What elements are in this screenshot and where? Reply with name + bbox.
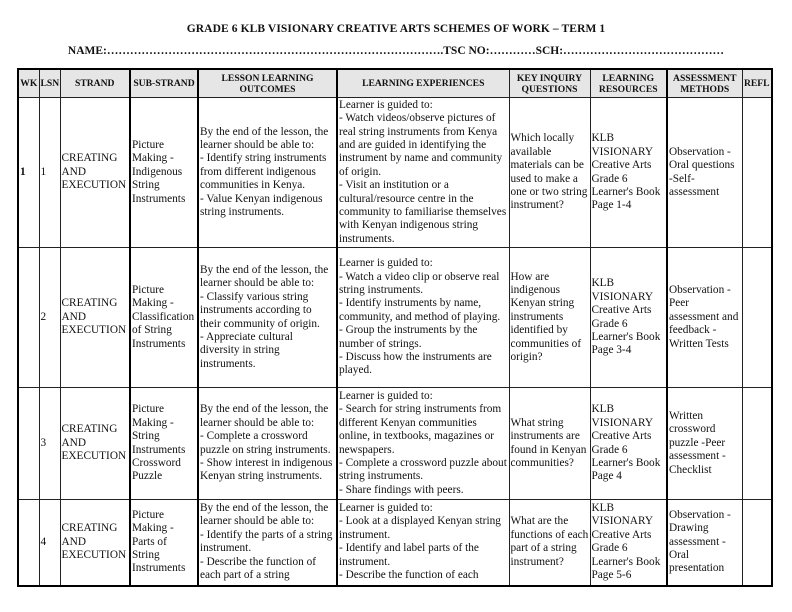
assessment-cell: Observation - Drawing assessment - Oral presentation: [667, 500, 742, 586]
inquiry-question-cell: What string instruments are found in Kenyan communities?: [509, 388, 590, 500]
resources-cell: KLB VISIONARY Creative Arts Grade 6 Learner's Book Page 3-4: [590, 248, 667, 388]
reflection-cell[interactable]: [742, 500, 772, 586]
sub-strand-cell: Picture Making - Classification of String Instruments: [130, 248, 198, 388]
strand-cell: CREATING AND EXECUTION: [60, 500, 130, 586]
document-title: GRADE 6 KLB VISIONARY CREATIVE ARTS SCHEMES OF WORK – TERM 1: [186, 23, 606, 35]
header-row: [18, 69, 772, 98]
week-cell: [18, 500, 39, 586]
experiences-cell: Learner is guided to: - Watch a video clip or observe real string instruments. - Identify instruments by name, community, and method of playing. - Group the instruments by the number of strings. - Discuss how the instruments are played.: [337, 248, 509, 388]
header-wk: WK: [18, 69, 39, 98]
header-assessment: ASSESSMENT METHODS: [667, 69, 742, 98]
outcomes-cell: By the end of the lesson, the learner should be able to: - Identify the parts of a string instrument. - Describe the function of each part of a string: [198, 500, 337, 586]
week-cell: [18, 248, 39, 388]
schemes-of-work-table: [17, 68, 773, 587]
assessment-cell: Observation - Peer assessment and feedback - Written Tests: [667, 248, 742, 388]
outcomes-cell: By the end of the lesson, the learner should be able to: - Identify string instruments from different indigenous communities in Kenya. - Value Kenyan indigenous string instruments.: [198, 98, 337, 248]
strand-cell: CREATING AND EXECUTION: [60, 248, 130, 388]
lesson-number: 2: [39, 248, 60, 388]
inquiry-question-cell: Which locally available materials can be used to make a one or two string instrument?: [509, 98, 590, 248]
lesson-number: 3: [39, 388, 60, 500]
resources-cell: KLB VISIONARY Creative Arts Grade 6 Learner's Book Page 1-4: [590, 98, 667, 248]
table-row: [18, 98, 772, 248]
table-row: [18, 388, 772, 500]
reflection-cell[interactable]: [742, 388, 772, 500]
outcomes-cell: By the end of the lesson, the learner should be able to: - Classify various string instruments according to their community of origin. - Appreciate cultural diversity in string instruments.: [198, 248, 337, 388]
header-outcomes: LESSON LEARNING OUTCOMES: [198, 69, 337, 98]
table-row: [18, 248, 772, 388]
outcomes-cell: By the end of the lesson, the learner should be able to: - Complete a crossword puzzle on string instruments. - Show interest in indigenous Kenyan string instruments.: [198, 388, 337, 500]
assessment-cell: Observation - Oral questions -Self-assessment: [667, 98, 742, 248]
table-row: [18, 500, 772, 586]
experiences-cell: Learner is guided to: - Watch videos/observe pictures of real string instruments from Kenya and are guided in identifying the instrument by name and community of origin. - Visit an institution or a cultural/resource centre in the community to familiarise themselves with Kenyan indigenous string instruments.: [337, 98, 509, 248]
name-tsc-school-line: NAME:…………………………………………………………………………….TSC NO:…………SCH:……………………………………: [67, 45, 725, 57]
header-resources: LEARNING RESOURCES: [590, 69, 667, 98]
header-questions: KEY INQUIRY QUESTIONS: [509, 69, 590, 98]
strand-cell: CREATING AND EXECUTION: [60, 388, 130, 500]
sub-strand-cell: Picture Making - Indigenous String Instruments: [130, 98, 198, 248]
strand-cell: CREATING AND EXECUTION: [60, 98, 130, 248]
sub-strand-cell: Picture Making - Parts of String Instruments: [130, 500, 198, 586]
resources-cell: KLB VISIONARY Creative Arts Grade 6 Learner's Book Page 4: [590, 388, 667, 500]
lesson-number: 4: [39, 500, 60, 586]
week-cell: [18, 388, 39, 500]
sub-strand-cell: Picture Making - String Instruments Crossword Puzzle: [130, 388, 198, 500]
header-strand: STRAND: [60, 69, 130, 98]
reflection-cell[interactable]: [742, 248, 772, 388]
reflection-cell[interactable]: [742, 98, 772, 248]
experiences-cell: Learner is guided to: - Search for string instruments from different Kenyan communities online, in textbooks, magazines or newspapers. - Complete a crossword puzzle about string instruments. - Share findings with peers.: [337, 388, 509, 500]
header-sub-strand: SUB-STRAND: [130, 69, 198, 98]
week-number: 1: [18, 98, 39, 248]
resources-cell: KLB VISIONARY Creative Arts Grade 6 Learner's Book Page 5-6: [590, 500, 667, 586]
header-refl: REFL: [742, 69, 772, 98]
inquiry-question-cell: What are the functions of each part of a string instrument?: [509, 500, 590, 586]
header-lsn: LSN: [39, 69, 60, 98]
inquiry-question-cell: How are indigenous Kenyan string instruments identified by communities of origin?: [509, 248, 590, 388]
assessment-cell: Written crossword puzzle -Peer assessment - Checklist: [667, 388, 742, 500]
experiences-cell: Learner is guided to: - Look at a displayed Kenyan string instrument. - Identify and label parts of the instrument. - Describe the function of each: [337, 500, 509, 586]
lesson-number: 1: [39, 98, 60, 248]
header-experiences: LEARNING EXPERIENCES: [337, 69, 509, 98]
